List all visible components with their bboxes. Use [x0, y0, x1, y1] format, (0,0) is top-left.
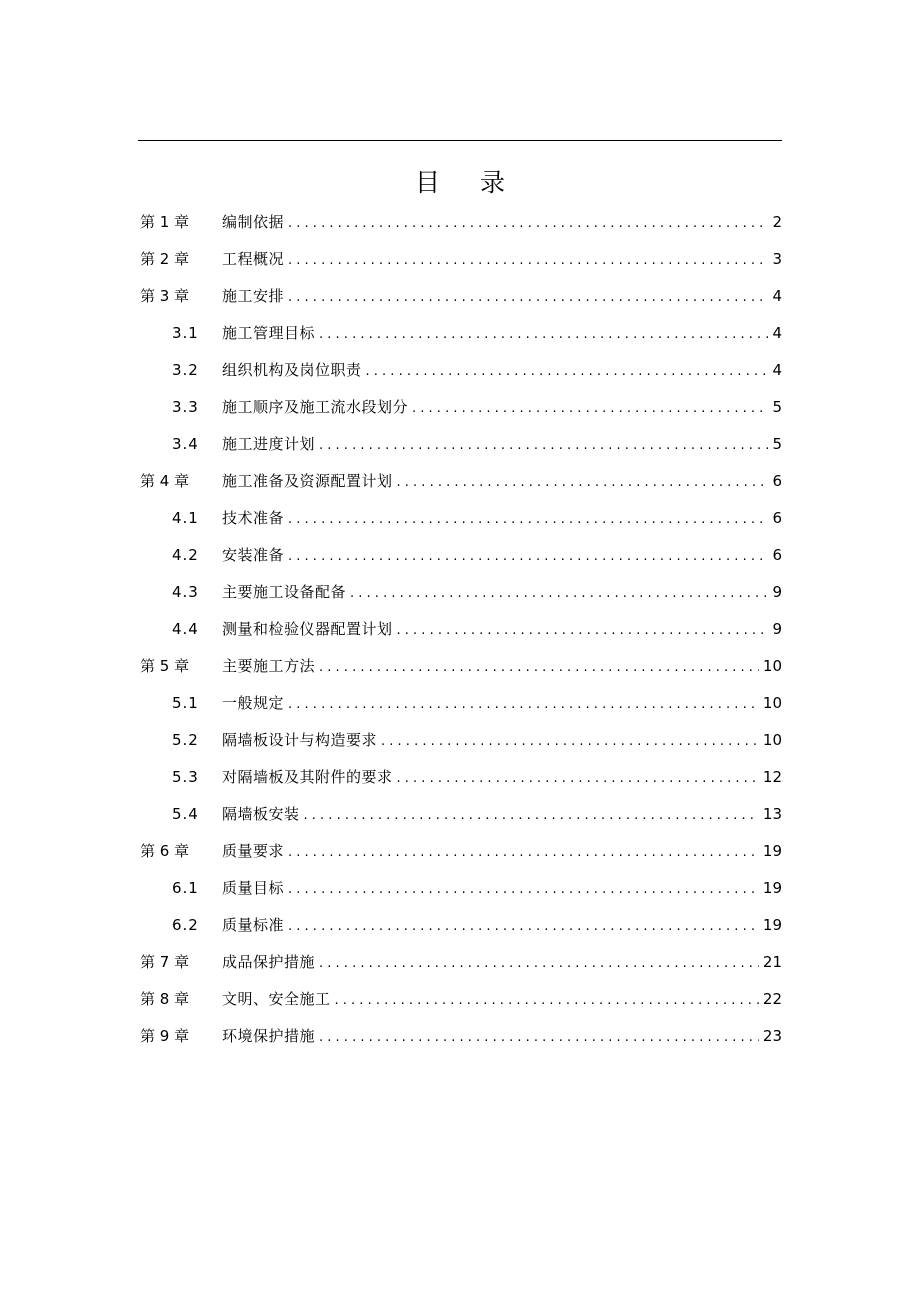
toc-entry-page-number: 6 — [772, 508, 782, 527]
toc-entry-title: 施工进度计划 — [222, 435, 316, 453]
toc-entry-number: 4.1 — [172, 508, 199, 527]
toc-entry-number: 3.4 — [172, 434, 199, 453]
toc-entry-title: 主要施工方法 — [222, 657, 316, 675]
toc-entry[interactable] — [138, 684, 782, 721]
toc-entry-page-number: 21 — [762, 952, 782, 971]
toc-dot-leader — [397, 623, 768, 638]
toc-dot-leader — [304, 808, 759, 823]
toc-entry-title: 一般规定 — [222, 694, 285, 712]
toc-entry[interactable] — [138, 499, 782, 536]
toc-dot-leader — [319, 327, 768, 342]
toc-entry[interactable] — [138, 351, 782, 388]
toc-entry-number: 第 7 章 — [140, 953, 190, 971]
toc-entry[interactable] — [138, 462, 782, 499]
toc-entry[interactable] — [138, 314, 782, 351]
toc-entry-number: 5.2 — [172, 730, 199, 749]
toc-dot-leader — [319, 1030, 759, 1045]
toc-entry-number: 5.4 — [172, 804, 199, 823]
toc-entry[interactable] — [138, 388, 782, 425]
toc-entry-title: 成品保护措施 — [222, 953, 316, 971]
toc-entry-page-number: 13 — [762, 804, 782, 823]
toc-entry-title: 文明、安全施工 — [222, 990, 331, 1008]
toc-entry-number: 第 2 章 — [140, 250, 190, 268]
toc-entry-title: 安装准备 — [222, 546, 285, 564]
toc-entry[interactable] — [138, 721, 782, 758]
toc-entry-number: 5.3 — [172, 767, 199, 786]
toc-entry-number: 4.3 — [172, 582, 199, 601]
toc-entry-title: 主要施工设备配备 — [222, 583, 347, 601]
toc-entry[interactable] — [138, 906, 782, 943]
toc-entry[interactable] — [138, 203, 782, 240]
toc-entry-page-number: 22 — [762, 989, 782, 1008]
header-rule — [138, 140, 782, 141]
toc-dot-leader — [288, 512, 768, 527]
toc-dot-leader — [366, 364, 768, 379]
toc-entry-title: 测量和检验仪器配置计划 — [222, 620, 393, 638]
toc-entry[interactable] — [138, 277, 782, 314]
toc-entry-title: 施工安排 — [222, 287, 285, 305]
toc-entry-number: 4.2 — [172, 545, 199, 564]
toc-dot-leader — [288, 882, 759, 897]
toc-entry-page-number: 19 — [762, 841, 782, 860]
toc-entry[interactable] — [138, 795, 782, 832]
toc-entry-page-number: 3 — [772, 249, 782, 268]
toc-entry[interactable] — [138, 943, 782, 980]
toc-entry-title: 隔墙板设计与构造要求 — [222, 731, 378, 749]
toc-entry-number: 第 1 章 — [140, 213, 190, 231]
toc-entry-title: 施工管理目标 — [222, 324, 316, 342]
toc-entry-page-number: 12 — [762, 767, 782, 786]
toc-list — [138, 203, 782, 1054]
toc-entry-title: 对隔墙板及其附件的要求 — [222, 768, 393, 786]
toc-dot-leader — [288, 253, 768, 268]
toc-entry[interactable] — [138, 425, 782, 462]
toc-entry-number: 3.3 — [172, 397, 199, 416]
toc-entry-page-number: 5 — [772, 434, 782, 453]
toc-entry-title: 组织机构及岗位职责 — [222, 361, 362, 379]
toc-dot-leader — [288, 919, 759, 934]
toc-entry-number: 3.1 — [172, 323, 199, 342]
toc-entry-page-number: 5 — [772, 397, 782, 416]
toc-entry-number: 第 3 章 — [140, 287, 190, 305]
toc-entry[interactable] — [138, 758, 782, 795]
toc-entry-page-number: 9 — [772, 582, 782, 601]
toc-dot-leader — [335, 993, 759, 1008]
toc-dot-leader — [288, 697, 759, 712]
toc-entry[interactable] — [138, 1017, 782, 1054]
toc-entry-page-number: 23 — [762, 1026, 782, 1045]
toc-entry-page-number: 10 — [762, 656, 782, 675]
toc-entry-page-number: 19 — [762, 915, 782, 934]
toc-entry-number: 6.1 — [172, 878, 199, 897]
toc-entry-title: 质量要求 — [222, 842, 285, 860]
toc-entry-page-number: 6 — [772, 471, 782, 490]
toc-entry-number: 6.2 — [172, 915, 199, 934]
toc-entry[interactable] — [138, 980, 782, 1017]
toc-entry-number: 第 8 章 — [140, 990, 190, 1008]
toc-entry-page-number: 4 — [772, 323, 782, 342]
toc-dot-leader — [319, 660, 759, 675]
toc-entry-page-number: 19 — [762, 878, 782, 897]
toc-entry[interactable] — [138, 832, 782, 869]
toc-entry-page-number: 10 — [762, 730, 782, 749]
toc-entry-title: 隔墙板安装 — [222, 805, 300, 823]
toc-entry[interactable] — [138, 240, 782, 277]
toc-entry-number: 第 6 章 — [140, 842, 190, 860]
toc-entry[interactable] — [138, 869, 782, 906]
toc-entry-page-number: 10 — [762, 693, 782, 712]
toc-dot-leader — [288, 290, 768, 305]
toc-title-char-2: 录 — [480, 168, 506, 197]
toc-entry-page-number: 4 — [772, 286, 782, 305]
toc-dot-leader — [288, 216, 768, 231]
toc-dot-leader — [319, 956, 759, 971]
toc-entry-number: 第 5 章 — [140, 657, 190, 675]
toc-dot-leader — [412, 401, 768, 416]
toc-entry-number: 第 4 章 — [140, 472, 190, 490]
toc-entry-page-number: 9 — [772, 619, 782, 638]
toc-entry-title: 质量目标 — [222, 879, 285, 897]
toc-entry-page-number: 6 — [772, 545, 782, 564]
toc-title-char-1: 目 — [414, 168, 440, 197]
toc-dot-leader — [319, 438, 768, 453]
toc-dot-leader — [288, 549, 768, 564]
toc-entry-number: 4.4 — [172, 619, 199, 638]
toc-entry[interactable] — [138, 536, 782, 573]
toc-entry-page-number: 2 — [772, 212, 782, 231]
toc-entry-title: 编制依据 — [222, 213, 285, 231]
toc-entry[interactable] — [138, 610, 782, 647]
toc-entry-page-number: 4 — [772, 360, 782, 379]
toc-entry-title: 环境保护措施 — [222, 1027, 316, 1045]
toc-dot-leader — [381, 734, 759, 749]
toc-entry-title: 质量标准 — [222, 916, 285, 934]
toc-dot-leader — [288, 845, 759, 860]
toc-entry-title: 施工准备及资源配置计划 — [222, 472, 393, 490]
toc-entry-number: 5.1 — [172, 693, 199, 712]
toc-entry-number: 3.2 — [172, 360, 199, 379]
toc-entry[interactable] — [138, 573, 782, 610]
toc-entry[interactable] — [138, 647, 782, 684]
toc-dot-leader — [397, 771, 759, 786]
toc-entry-title: 技术准备 — [222, 509, 285, 527]
toc-dot-leader — [350, 586, 768, 601]
toc-dot-leader — [397, 475, 768, 490]
toc-title — [0, 166, 920, 200]
toc-entry-title: 工程概况 — [222, 250, 285, 268]
toc-entry-title: 施工顺序及施工流水段划分 — [222, 398, 409, 416]
toc-entry-number: 第 9 章 — [140, 1027, 190, 1045]
